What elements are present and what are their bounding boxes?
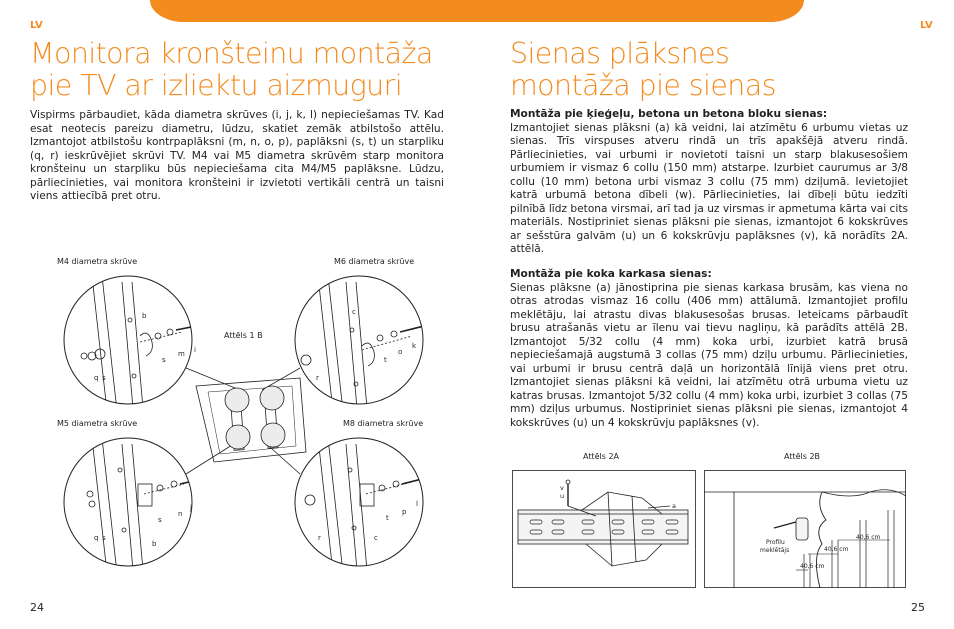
fig2b-dimension-top: 40,6 cm (856, 534, 881, 541)
fig-letter-c: c (352, 308, 356, 316)
caption-m4: M4 diametra skrūve (57, 257, 138, 266)
caption-fig2b: Attēls 2B (784, 452, 821, 461)
fig-letter-s-1: s (102, 374, 106, 382)
fig-letter-t: t (384, 356, 387, 364)
fig2b-dimension-low: 40,6 cm (800, 563, 825, 570)
caption-m8: M8 diametra skrūve (343, 419, 424, 428)
caption-m5: M5 diametra skrūve (57, 419, 138, 428)
caption-fig1b: Attēls 1 B (224, 331, 263, 340)
fig-letter-k: k (412, 342, 417, 350)
fig-letter-m: m (178, 350, 185, 358)
left-title-line-2: pie TV ar izliektu aizmuguri (30, 69, 403, 102)
fig2a-letter-u: u (560, 492, 565, 500)
right-title-line-2: montāža pie sienas (510, 69, 776, 102)
fig-letter-s-2: s (158, 516, 162, 524)
left-title-line-1: Monitora kronšteinu montāža (30, 37, 433, 70)
fig-letter-j: j (190, 504, 192, 512)
fig2a-letter-v: v (560, 484, 564, 492)
right-section-2 (510, 268, 908, 430)
figure-2b-stud-wall (704, 470, 906, 588)
fig-letter-r-2: r (318, 534, 321, 542)
fig2b-dimension-middle: 40,6 cm (824, 546, 849, 553)
left-body-paragraph: Vispirms pārbaudiet, kāda diametra skrūves (i, j, k, l) nepieciešamas TV. Kad esat neotecis pareizu diametru, lūdzu, skatiet zemāk atbilstošo attēlu. Izmantojot atbilstošu kontrpaplāksni (m, n, o, p), paplāksni (s, t) un starpliku (q, r) ieskrūvējiet skrūvi TV. M4 vai M5 diametra skrūvēm starp monitora kronšteinu un starpliku būs nepieciešama cita M4/M5 paplāksne. Lūdzu, pārliecinieties, vai monitora kronšteini ir izvietoti vertikāli centrā un taisni viens attiecībā pret otru. (30, 109, 444, 202)
right-title-line-1: Sienas plāksnes (510, 37, 730, 70)
caption-fig2a: Attēls 2A (583, 452, 620, 461)
fig-letter-p: p (402, 508, 407, 516)
language-code-right: LV (920, 20, 933, 31)
section-2-heading: Montāža pie koka karkasa sienas: (510, 268, 712, 280)
section-1-heading: Montāža pie ķieģeļu, betona un betona bloku sienas: (510, 108, 828, 120)
fig-letter-b-2: b (152, 540, 157, 548)
fig-letter-c-2: c (374, 534, 378, 542)
fig2a-letter-a: a (672, 502, 676, 510)
fig-letter-s: s (162, 356, 166, 364)
fig-letter-b: b (142, 312, 147, 320)
page-number-right: 25 (911, 601, 925, 614)
fig-letter-t-2: t (386, 514, 389, 522)
fig-letter-n: n (178, 510, 183, 518)
right-page-title (510, 38, 776, 102)
fig-letter-o: o (398, 348, 403, 356)
section-1-text: Izmantojiet sienas plāksni (a) kā veidni, lai atzīmētu 6 urbumu vietas uz sienas. Trīs virspuses atveru rindā un trīs apakšējā atveru rindā. Pārliecinieties, vai urbumi ir novietoti taisni un starp blakusesošiem urbumiem ir vismaz 6 collu (150 mm) atstarpe. Izurbiet caurumus ar 3/8 collu (10 mm) betona urbi vismaz 3 collu (75 mm) dziļumā. Ievietojiet katrā urbumā betona dībeli (w). Pārliecinieties, lai dībeļi būtu iedzīti pilnībā līdz betona virsmai, arī tad ja uz virsmas ir apmetuma kārta vai cits materiāls. Nostipriniet sienas plāksni pie sienas, izmantojot 6 kokskrūves ar sešstūra galvām (u) un 6 kokskrūvju paplāksnes (v), kā norādīts 2A. attēlā. (510, 121, 908, 255)
fig-letter-s-3: s (102, 534, 106, 542)
caption-m6: M6 diametra skrūve (334, 257, 415, 266)
fig-letter-l: l (416, 500, 418, 508)
fig-letter-q-2: q (94, 534, 99, 542)
right-section-1 (510, 108, 908, 257)
fig-letter-i: i (194, 346, 196, 354)
fig2b-label-finder-2: meklētājs (760, 547, 790, 554)
section-2-text: Sienas plāksne (a) jānostiprina pie sienas karkasa brusām, kas viena no otras atrodas vismaz 16 collu (406 mm) attālumā. Izmantojiet profilu meklētāju, lai atrastu divas blakusesošas brusas. Ieteicams pārbaudīt brusu atrašanās vietu ar īlenu vai tievu nagliņu, kā parādīts attēlā 2B. Izmantojot 5/32 collu (4 mm) koka urbi, izurbiet katrā brusā nepieciešamajā augstumā 3 collas (75 mm) dziļu urbumu. Pārliecinieties, vai urbumi ir brusu centrā daļā un horizontālā līnijā viens pret otru. Izmantojiet sienas plāksni kā veidni, lai atzīmētu otrā urbuma vietu uz katras brusas. Izmantojot 5/32 collu (4 mm) koka urbi, izurbiet 3 collas (75 mm) dziļus urbumus. Nostipriniet sienas plāksni pie sienas, izmantojot 4 kokskrūves (u) un 4 kokskrūvju paplāksnes (v). (510, 281, 908, 429)
language-code-left: LV (30, 20, 43, 31)
fig2b-label-finder-1: Profilu (766, 539, 785, 546)
figure-2a-wall-plate (512, 470, 696, 588)
fig-letter-q-1: q (94, 374, 99, 382)
page-number-left: 24 (30, 601, 44, 614)
fig-letter-r: r (316, 374, 319, 382)
